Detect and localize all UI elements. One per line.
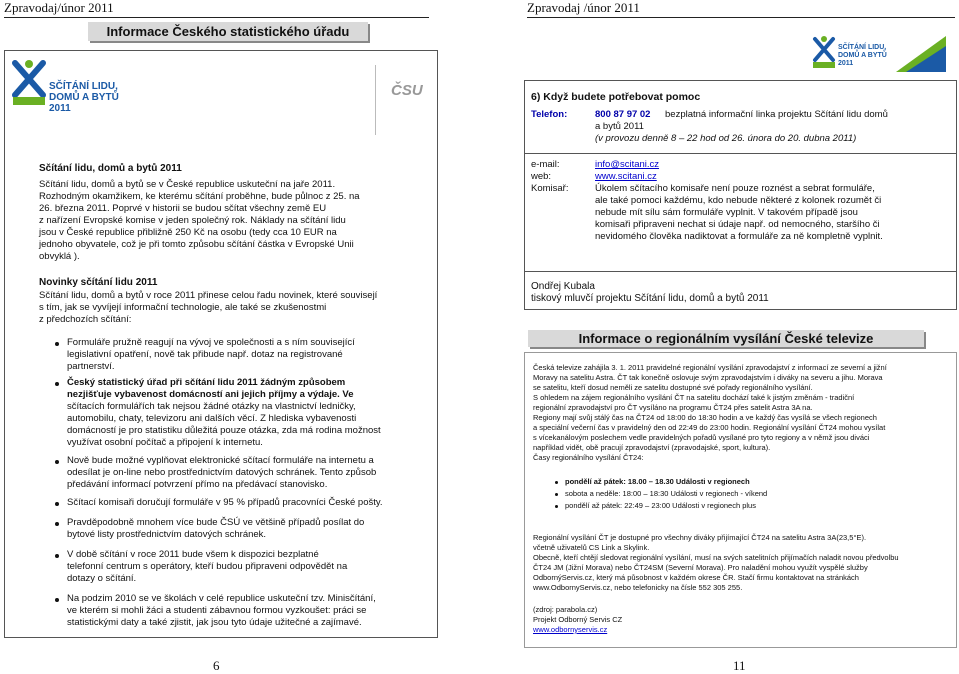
logo-divider xyxy=(375,65,376,135)
right-document-scan: Česká televize zahájila 3. 1. 2011 pravidelné regionální vysílání zpravodajství z informací ze severní a jižní Moravy na satelitu Astra. ČT tak konečně oslovuje svým zpravodajstvím i diváky na severu a jihu. Morava se satelitu, kteří dosud neměli ze satelitu dostupné své pořady regionálního vysílání. S ohledem na zájem regionálního vysílání ČT na satelitu dochází také k jistým změnám - tradiční regionální zpravodajství pro ČT vysíláno na programu ČT24 přes satelit Astra 3A na. Regiony mají svůj stálý čas na ČT24 od 18:00 do 18:30 hodin a ve každý čas vysílá se všech regionech a speciální večerní čas v pravidelný den od 22:49 do 23:00 hodin. Regionální vysílání ČT24 mohou vysílat s vícekanálovým poslechem vedle pravidelných pořadů vysílané pro tyto regiony a v němž jsou diváci například vidět, obě pracují zpravodajství (zpravodajské, sport, kultura). Časy regionálního vysílání ČT24: pondělí až pátek: 18.00 – 18.30 Události v regionech sobota a neděle: 18:00 – 18:30 Události v regionech - víkend pondělí až pátek: 22:49 – 23:00 Události v regionech plus Regionální vysílání ČT je dostupné pro všechny diváky přijímající ČT24 na satelitu Astra 3A(23,5°E). včetně uživatelů CS Link a Skylink. Obecně, kteří chtějí sledovat regionální vysílání, musí na svých satelitních přijímačích naladit novou předvolbu ČT24 JM (Jižní Morava) nebo ČT24SM (Severní Morava). Pro naladění mohou využít vyspělé služby OdbornýServis.cz, který má působnost v každém okrese ČR. Stačí firmu kontaktovat na stránkách www.OdbornyServis.cz, nebo telefonicky na čísle 552 305 255. (zdroj: parabola.cz) Projekt Odborný Servis CZ www.odbornyservis.cz xyxy=(524,352,957,648)
logo-text-3: 2011 xyxy=(49,103,71,114)
signature-role: tiskový mluvčí projektu Sčítání lidu, domů a bytů 2011 xyxy=(531,293,769,304)
right-logo-text-2: DOMŮ A BYTŮ xyxy=(838,52,887,59)
left-heading-2: Novinky sčítání lidu 2011 xyxy=(39,277,158,288)
right-scitani-logo-icon xyxy=(812,36,836,70)
email-label: e-mail: xyxy=(531,159,560,170)
scitani-logo-icon xyxy=(11,59,47,109)
right-logo-text-3: 2011 xyxy=(838,60,854,67)
komisar-label: Komisař: xyxy=(531,183,569,194)
phone-number: 800 87 97 02 xyxy=(595,109,651,120)
left-page-number: 6 xyxy=(213,658,220,673)
help-box-title: 6) Když budete potřebovat pomoc xyxy=(531,91,701,103)
phone-desc-2: a bytů 2011 xyxy=(595,121,644,132)
phone-desc-1: bezplatná informační linka projektu Sčítání lidu domů xyxy=(665,109,888,120)
help-box-divider xyxy=(525,153,956,154)
right-section-title: Informace o regionálním vysílání České televize xyxy=(528,330,924,347)
header-rule-right xyxy=(527,17,955,18)
logo-text-2: DOMŮ A BYTŮ xyxy=(49,92,119,103)
csu-logo: ČSU xyxy=(391,82,423,99)
header-rule-left xyxy=(4,17,429,18)
header-left: Zpravodaj/únor 2011 xyxy=(4,0,114,15)
email-link[interactable]: info@scitani.cz xyxy=(595,159,660,170)
web-link[interactable]: www.scitani.cz xyxy=(595,171,657,182)
help-box: 6) Když budete potřebovat pomoc Telefon: 800 87 97 02 bezplatná informační linka projektu Sčítání lidu domů a bytů 2011 (v provozu denně 8 – 22 hod od 26. února do 20. dubna 2011) e-mail: info@scitani.cz web: www.scitani.cz Komisař: Úkolem sčítacího komisaře není pouze roznést a sebrat formuláře, ale také pomoci každému, kdo nebude některé z kolonek rozumět či nebude mít sílu sám formuláře vyplnit. V takovém případě jsou komisaři připraveni nechat si údaje např. od nemocného, staršího či nevidomého člověka nadiktovat a formuláře za ně kompletně vyplnit. Ondřej Kubala tiskový mluvčí projektu Sčítání lidu, domů a bytů 2011 xyxy=(524,80,957,310)
odbornyservis-link[interactable]: www.odbornyservis.cz xyxy=(533,625,608,634)
logo-text-1: SČÍTÁNÍ LIDU, xyxy=(49,81,118,92)
left-heading-1: Sčítání lidu, domů a bytů 2011 xyxy=(39,163,182,174)
web-label: web: xyxy=(531,171,552,182)
left-section-title: Informace Českého statistického úřadu xyxy=(88,22,368,41)
signature-name: Ondřej Kubala xyxy=(531,281,595,292)
right-page-number: 11 xyxy=(733,658,746,673)
help-box-divider-2 xyxy=(525,271,956,272)
header-right: Zpravodaj /únor 2011 xyxy=(527,0,640,15)
right-logo-text-1: SČÍTÁNÍ LIDU, xyxy=(838,44,887,51)
green-blue-swoosh-icon xyxy=(896,36,946,72)
left-document-scan: SČÍTÁNÍ LIDU, DOMŮ A BYTŮ 2011 ČSU Sčítání lidu, domů a bytů 2011 Sčítání lidu, domů a bytů se v České republice uskuteční na jaře 2011. Rozhodným okamžikem, ke kterému sčítání proběhne, bude půlnoc z 25. na 26. března 2011. Poprvé v historii se budou sčítat všechny země EU z nařízení Evropské komise v jeden společný rok. Náklady na sčítání lidu jsou v České republice přibližně 250 Kč na osobu (tedy cca 10 EUR na jednoho obyvatele, což je při tomto způsobu sčítání částka v Evropské Unii obvyklá ). Novinky sčítání lidu 2011 Sčítání lidu, domů a bytů v roce 2011 přinese celou řadu novinek, které souvisejí s tím, jak se vyvíjejí informační technologie, ale také se zkušenostmi z předchozích sčítání: Formuláře pružně reagují na vývoj ve společnosti a s ním související legislativní opatření, nově tak přibude např. dotaz na registrované partnerství. Český statistický úřad při sčítání lidu 2011 žádným způsobem nezjišťuje vybavenost domácností ani jejich příjmy a výdaje. Ve sčítacích formulářích tak nejsou žádné otázky na vlastnictví ledničky, automobilu, chaty, televizoru ani dalších věcí. Z hlediska vybavenosti domácností je pro statistiku důležitá pouze otázka, zda má rodina možnost využívat osobní počítač a připojení k internetu. Nově bude možné vyplňovat elektronické sčítací formuláře na internetu a odesílat je on-line nebo prostřednictvím datových schránek. Tento způsob předávání informací potvrzení přímo na předávací stanovisko. Sčítací komisaři doručují formuláře v 95 % případů pracovníci České pošty. Pravděpodobně mnohem více bude ČSÚ ve většině případů posílat do bytové listy prostřednictvím datových schránek. V době sčítání v roce 2011 bude všem k dispozici bezplatné telefonní centrum s operátory, kteří budou připraveni odpovědět na dotazy o sčítání. Na podzim 2010 se ve školách v celé republice uskuteční tzv. Minisčítání, ve kterém si mohli žáci a studenti zábavnou formou vyzkoušet: práci se statistickými daty a také zjistit, jak jsou tyto údaje užitečné a zajímavé. xyxy=(4,50,438,638)
phone-label: Telefon: xyxy=(531,109,568,120)
phone-desc-3: (v provozu denně 8 – 22 hod od 26. února do 20. dubna 2011) xyxy=(595,133,857,144)
